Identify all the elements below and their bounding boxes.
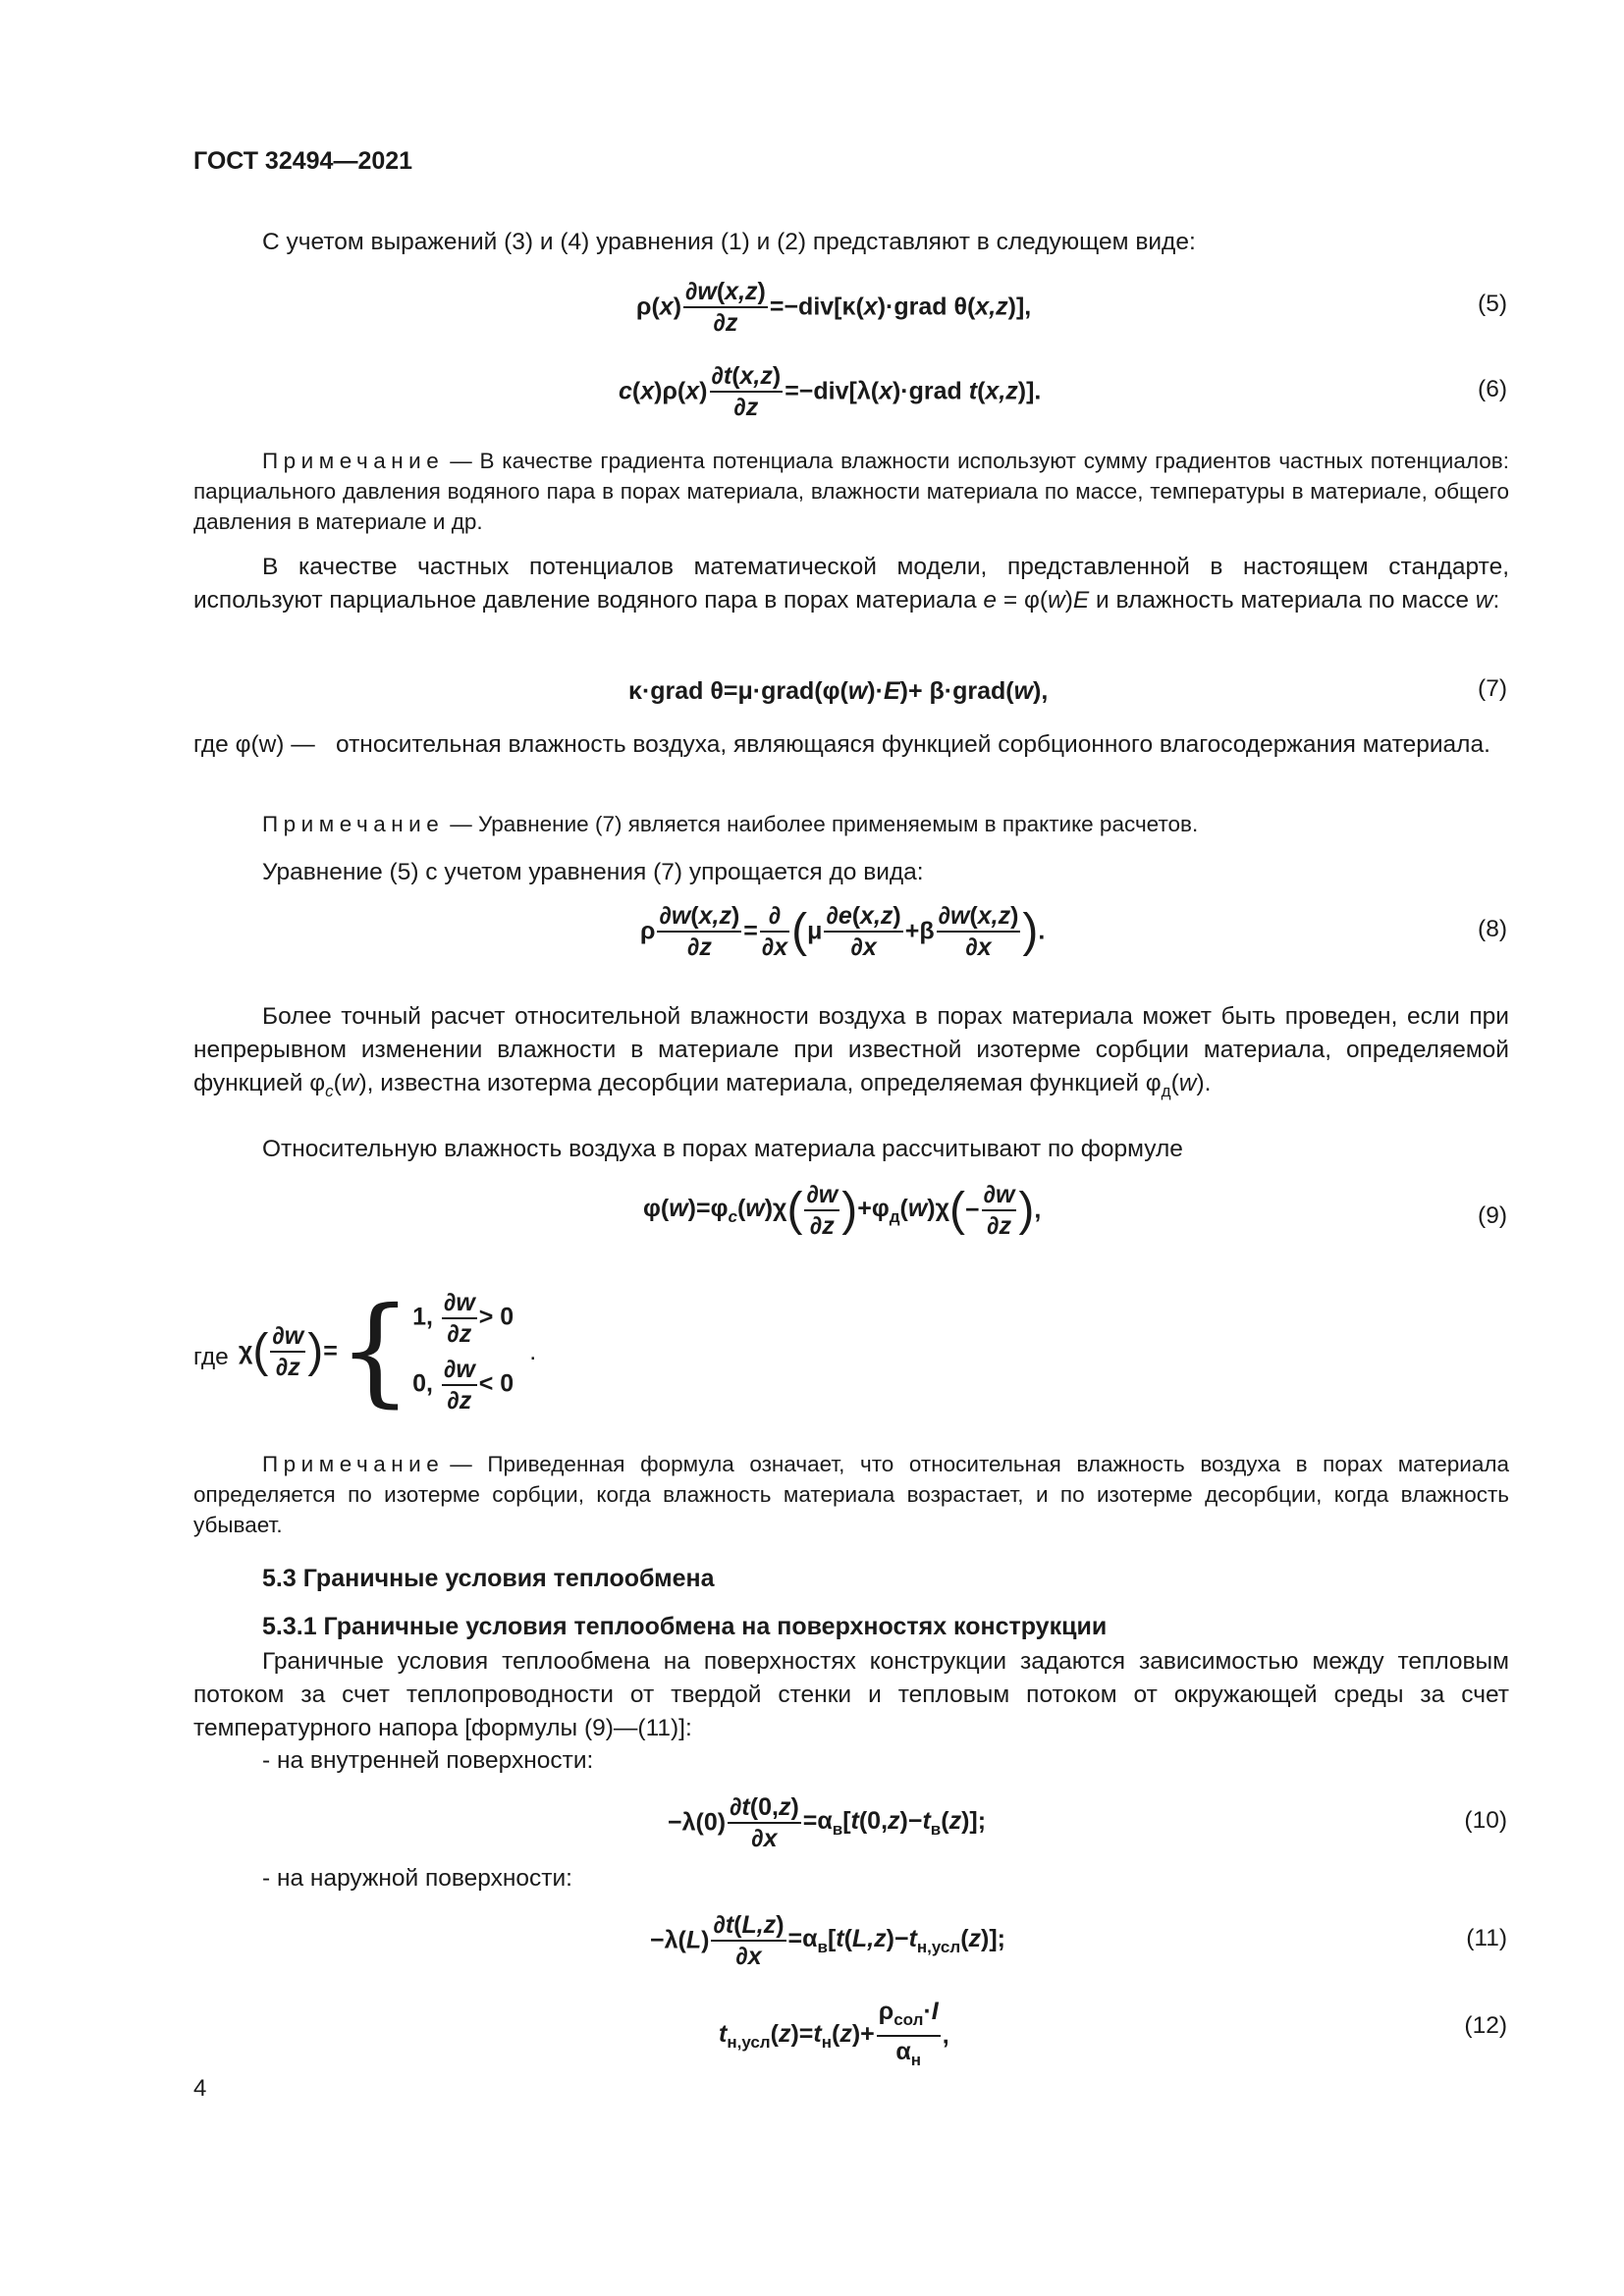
equation-11-number: (11): [1466, 1925, 1507, 1951]
equation-6-number: (6): [1478, 376, 1507, 402]
note-1-label: Примечание: [262, 449, 445, 473]
note-3: [193, 1449, 1509, 1540]
equation-8-number: (8): [1478, 916, 1507, 942]
equation-9: $\varphi(w)=\varphi_c(w)\chi$( $\frac{\partial w}{\partial z}$ )$+\varphi_д(w)\chi(-$ $\frac{\partial w}{\partial z}$ ),: [643, 1181, 1042, 1240]
paragraph-simplify: Уравнение (5) с учетом уравнения (7) упрощается до вида:: [262, 859, 924, 885]
where-1-label: где φ(w) —: [193, 731, 315, 758]
equation-5-number: (5): [1478, 291, 1507, 317]
equation-11: −λ(L) $\frac{\partial t(L,z)}{\partial x}$ $=\alpha_в[t(L,z)-t_{н,усл}(z)]$;: [650, 1911, 1005, 1970]
where-2-label: где: [193, 1344, 229, 1370]
equation-7: κ·grad θ=μ·grad(φ(w)·E)+ β·grad(w),: [628, 677, 1049, 705]
section-heading: 5.3 Граничные условия теплообмена: [262, 1565, 715, 1592]
where-1-text: относительная влажность воздуха, являющаяся функцией сорбционного влагосодержания материала.: [336, 731, 1490, 758]
note-2-label: Примечание: [262, 812, 445, 836]
note-3-label: Примечание: [262, 1452, 445, 1476]
note-2-text: — Уравнение (7) является наиболее применяемым в практике расчетов.: [450, 812, 1199, 836]
paragraph-formula-intro: Относительную влажность воздуха в порах материала рассчитывают по формуле: [262, 1136, 1183, 1162]
equation-8: ρ $\frac{\partial w(x,z)}{\partial z}$ = $\frac{\partial}{\partial x}$ (μ $\frac{\partial e(x,z)}{\partial x}$ +β $\frac{\partial w(x,z)}{\partial x}$ ).: [640, 902, 1046, 961]
equation-7-number: (7): [1478, 675, 1507, 702]
piecewise-chi: χ( $\frac{\partial w}{\partial z}$ )={ 1, $\frac{\partial w}{\partial z}$ > 0 0, $\frac{\partial w}{\partial z}$ < 0 .: [239, 1283, 537, 1419]
page-number: 4: [193, 2075, 207, 2102]
subsection-heading: 5.3.1 Граничные условия теплообмена на поверхностях конструкции: [262, 1613, 1108, 1640]
equation-6: c(x)ρ(x) $\frac{\partial t(x,z)}{\partial z}$ =−div[λ(x)·grad t(x,z)].: [619, 362, 1042, 421]
equation-5: ρ(x) $\frac{\partial w(x,z)}{\partial z}$ =−div[κ(x)·grad θ(x,z)],: [636, 278, 1032, 337]
note-3-text: — Приведенная формула означает, что относительная влажность воздуха в порах материала определяется по изотерме сорбции, когда влажность материала возрастает, и по изотерме десорбции, когда влажность убывает.: [193, 1452, 1509, 1537]
paragraph-potentials: В качестве частных потенциалов математической модели, представленной в настоящем стандарте, используют парциальное давление водяного пара в порах материала e = φ(w)E и влажность материала по массе w:: [193, 554, 1509, 614]
equation-12-number: (12): [1464, 2012, 1507, 2039]
equation-9-number: (9): [1478, 1202, 1507, 1229]
note-1: [193, 446, 1509, 537]
bullet-outer-surface: - на наружной поверхности:: [262, 1865, 572, 1892]
paragraph-desorption: Более точный расчет относительной влажности воздуха в порах материала может быть проведен, если при непрерывном изменении влажности в материале при известной изотерме сорбции материала, определяемой функцией $\varphi_c(w)$, известна изотерма десорбции материала, определяемая функцией $\varphi_д(w)$.: [193, 1003, 1509, 1100]
paragraph-intro: С учетом выражений (3) и (4) уравнения (1) и (2) представляют в следующем виде:: [262, 229, 1196, 255]
equation-10: −λ(0) $\frac{\partial t(0,z)}{\partial x}$ $=\alpha_в[t(0,z)-t_в(z)]$;: [668, 1793, 987, 1852]
equation-10-number: (10): [1464, 1807, 1507, 1834]
bullet-inner-surface: - на внутренней поверхности:: [262, 1747, 594, 1774]
paragraph-boundary: Граничные условия теплообмена на поверхностях конструкции задаются зависимостью между тепловым потоком за счет теплопроводности от твердой стенки и тепловым потоком от окружающей среды за счет температурного напора [формулы (9)—(11)]:: [193, 1648, 1509, 1741]
note-1-text: — В качестве градиента потенциала влажности используют сумму градиентов частных потенциалов: парциального давления водяного пара в порах материала, влажности материала по массе, температуры в материале, общего давления в материале и др.: [193, 449, 1509, 534]
equation-12: $t_{н,усл}(z)=t_н(z)+$ $\frac{\rho_{сол}\cdot I}{\alpha_н}$ ,: [719, 1998, 949, 2069]
document-header: ГОСТ 32494—2021: [193, 147, 413, 175]
note-2: [262, 809, 1509, 839]
